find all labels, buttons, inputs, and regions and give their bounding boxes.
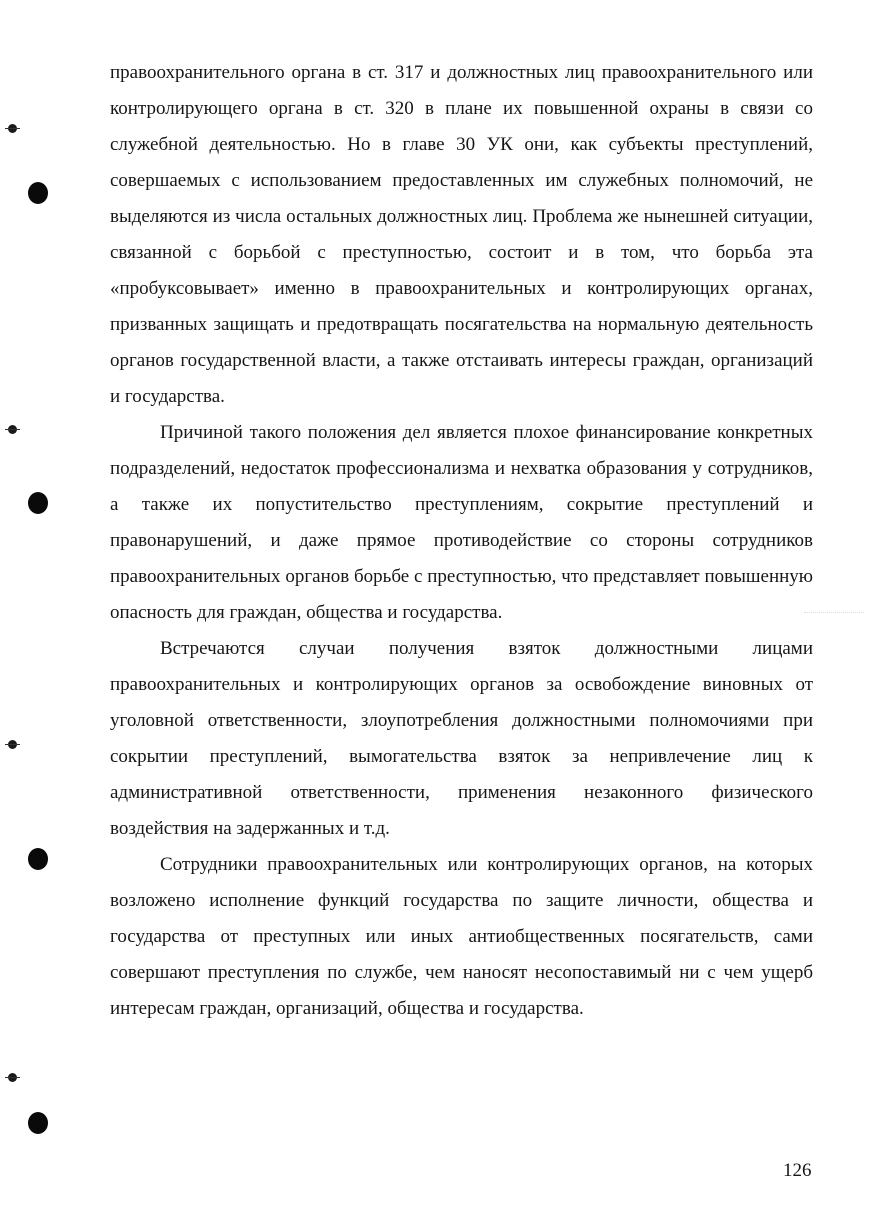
- paragraph: Встречаются случаи получения взяток должностными лицами правоохранительных и контролирующих органов за освобождение виновных от уголовной ответственности, злоупотребления должностными полномочиями при сокрытии преступлений, вымогательства взяток за непривлечение лиц к административной ответственности, применения незаконного физического воздействия на задержанных и т.д.: [110, 638, 813, 839]
- scan-speck: [8, 740, 17, 749]
- scan-speck: [8, 1073, 17, 1082]
- body-text: [110, 55, 813, 1027]
- paragraph-continuation: правоохранительного органа в ст. 317 и должностных лиц правоохранительного или контролирующего органа в ст. 320 в плане их повышенной охраны в связи со служебной деятельностью. Но в главе 30 УК они, как субъекты преступлений, совершаемых с использованием предоставленных им служебных полномочий, не выделяются из числа остальных должностных лиц. Проблема же нынешней ситуации, связанной с борьбой с преступностью, состоит и в том, что борьба эта «пробуксовывает» именно в правоохранительных и контролирующих органах, призванных защищать и предотвращать посягательства на нормальную деятельность органов государственной власти, а также отстаивать интересы граждан, организаций и государства.: [110, 62, 813, 407]
- page-number: 126: [783, 1160, 812, 1181]
- punch-hole: [28, 848, 48, 870]
- paragraph: Причиной такого положения дел является плохое финансирование конкретных подразделений, недостаток профессионализма и нехватка образования у сотрудников, а также их попустительство преступлениям, сокрытие преступлений и правонарушений, и даже прямое противодействие со стороны сотрудников правоохранительных органов борьбе с преступностью, что представляет повышенную опасность для граждан, общества и государства.: [110, 422, 813, 623]
- punch-hole: [28, 492, 48, 514]
- punch-hole: [28, 182, 48, 204]
- scan-edge-noise: [804, 612, 864, 621]
- paragraph: Сотрудники правоохранительных или контролирующих органов, на которых возложено исполнение функций государства по защите личности, общества и государства от преступных или иных антиобщественных посягательств, сами совершают преступления по службе, чем наносят несопоставимый ни с чем ущерб интересам граждан, организаций, общества и государства.: [110, 854, 813, 1019]
- scan-speck: [8, 124, 17, 133]
- punch-hole: [28, 1112, 48, 1134]
- scan-speck: [8, 425, 17, 434]
